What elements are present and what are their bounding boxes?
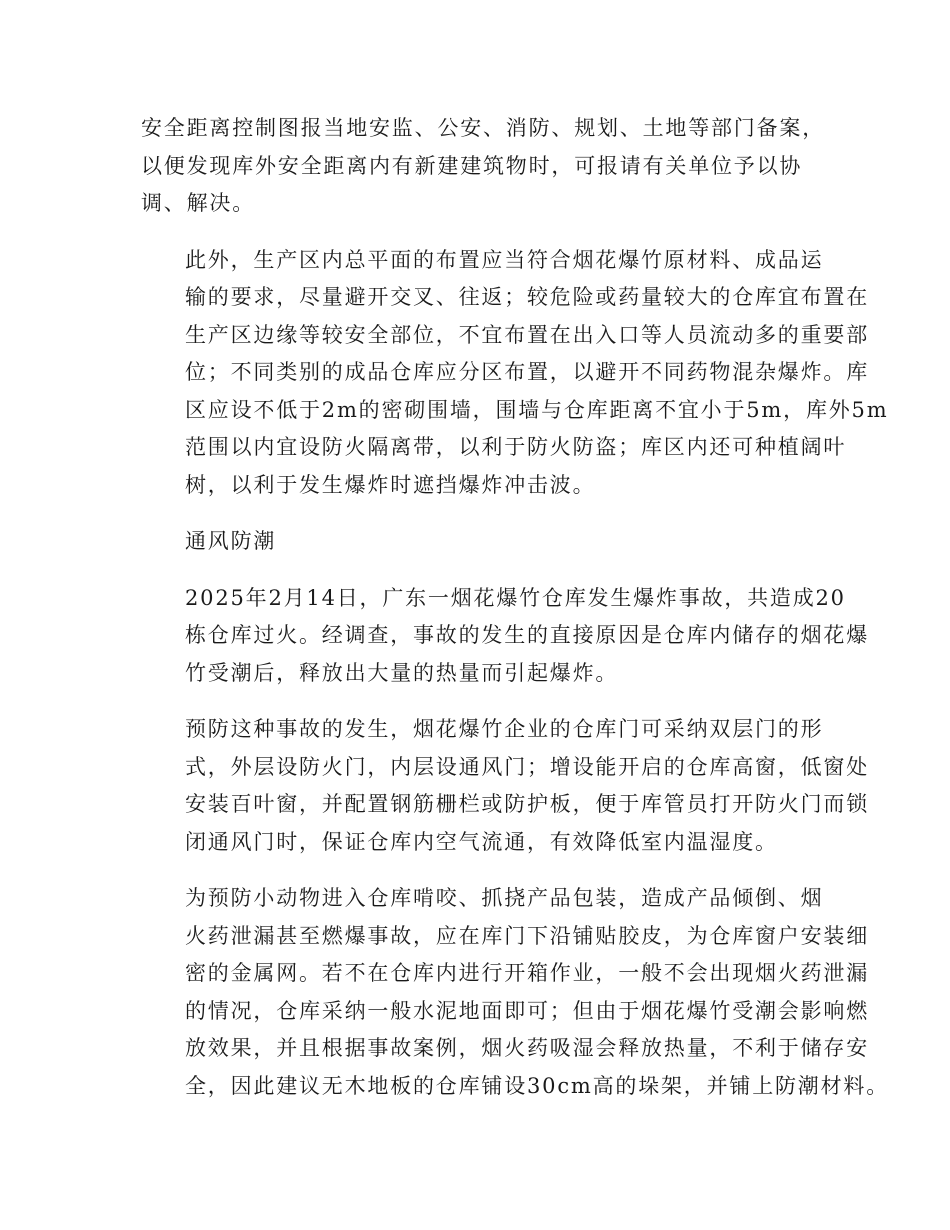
paragraph [141, 523, 809, 561]
text-line: 为预防小动物进入仓库啃咬、抓挠产品包装，造成产品倾倒、烟 [185, 886, 824, 910]
text-line: 竹受潮后，释放出大量的热量而引起爆炸。 [185, 660, 619, 685]
text-line: 闭通风门时，保证仓库内空气流通，有效降低室内温湿度。 [185, 829, 778, 854]
text-line: 生产区边缘等较安全部位，不宜布置在出入口等人员流动多的重要部 [185, 322, 869, 347]
paragraph [141, 110, 825, 223]
text-line: 安装百叶窗，并配置钢筋栅栏或防护板，便于库管员打开防火门而锁 [185, 792, 869, 816]
text-line: 的情况，仓库采纳一般水泥地面即可；但由于烟花爆竹受潮会影响燃 [185, 998, 869, 1023]
paragraph [141, 580, 869, 693]
text-line: 火药泄漏甚至燃爆事故，应在库门下沿铺贴胶皮，为仓库窗户安装细 [185, 923, 869, 948]
text-line: 全，因此建议无木地板的仓库铺设30cm高的垛架，并铺上防潮材料。 [185, 1073, 889, 1098]
text-line: 树，以利于发生爆炸时遮挡爆炸冲击波。 [185, 472, 596, 497]
text-line: 以便发现库外安全距离内有新建建筑物时，可报请有关单位予以协 [141, 153, 803, 178]
text-line: 放效果，并且根据事故案例，烟火药吸湿会释放热量，不利于储存安 [185, 1036, 869, 1060]
text-line: 安全距离控制图报当地安监、公安、消防、规划、土地等部门备案， [141, 116, 825, 140]
text-line: 密的金属网。若不在仓库内进行开箱作业，一般不会出现烟火药泄漏 [185, 961, 869, 985]
text-line: 栋仓库过火。经调查，事故的发生的直接原因是仓库内储存的烟花爆 [185, 623, 869, 647]
text-line: 2025年2月14日，广东一烟花爆竹仓库发生爆炸事故，共造成20 [185, 585, 846, 610]
text-line: 位；不同类别的成品仓库应分区布置，以避开不同药物混杂爆炸。库 [185, 360, 869, 384]
text-line: 预防这种事故的发生，烟花爆竹企业的仓库门可采纳双层门的形 [185, 717, 824, 741]
text-line: 区应设不低于2m的密砌围墙，围墙与仓库距离不宜小于5m，库外5m [185, 397, 889, 422]
paragraph [141, 880, 889, 1105]
text-line: 此外，生产区内总平面的布置应当符合烟花爆竹原材料、成品运 [185, 247, 824, 272]
paragraph [141, 711, 869, 861]
text-line: 调、解决。 [141, 191, 255, 215]
document-body [141, 110, 889, 1124]
text-line: 范围以内宜设防火隔离带，以利于防火防盗；库区内还可种植阔叶 [185, 435, 847, 459]
text-line: 式，外层设防火门，内层设通风门；增设能开启的仓库高窗，低窗处 [185, 754, 869, 779]
paragraph [141, 242, 889, 505]
text-line: 通风防潮 [185, 529, 277, 553]
text-line: 输的要求，尽量避开交叉、往返；较危险或药量较大的仓库宜布置在 [185, 285, 869, 309]
